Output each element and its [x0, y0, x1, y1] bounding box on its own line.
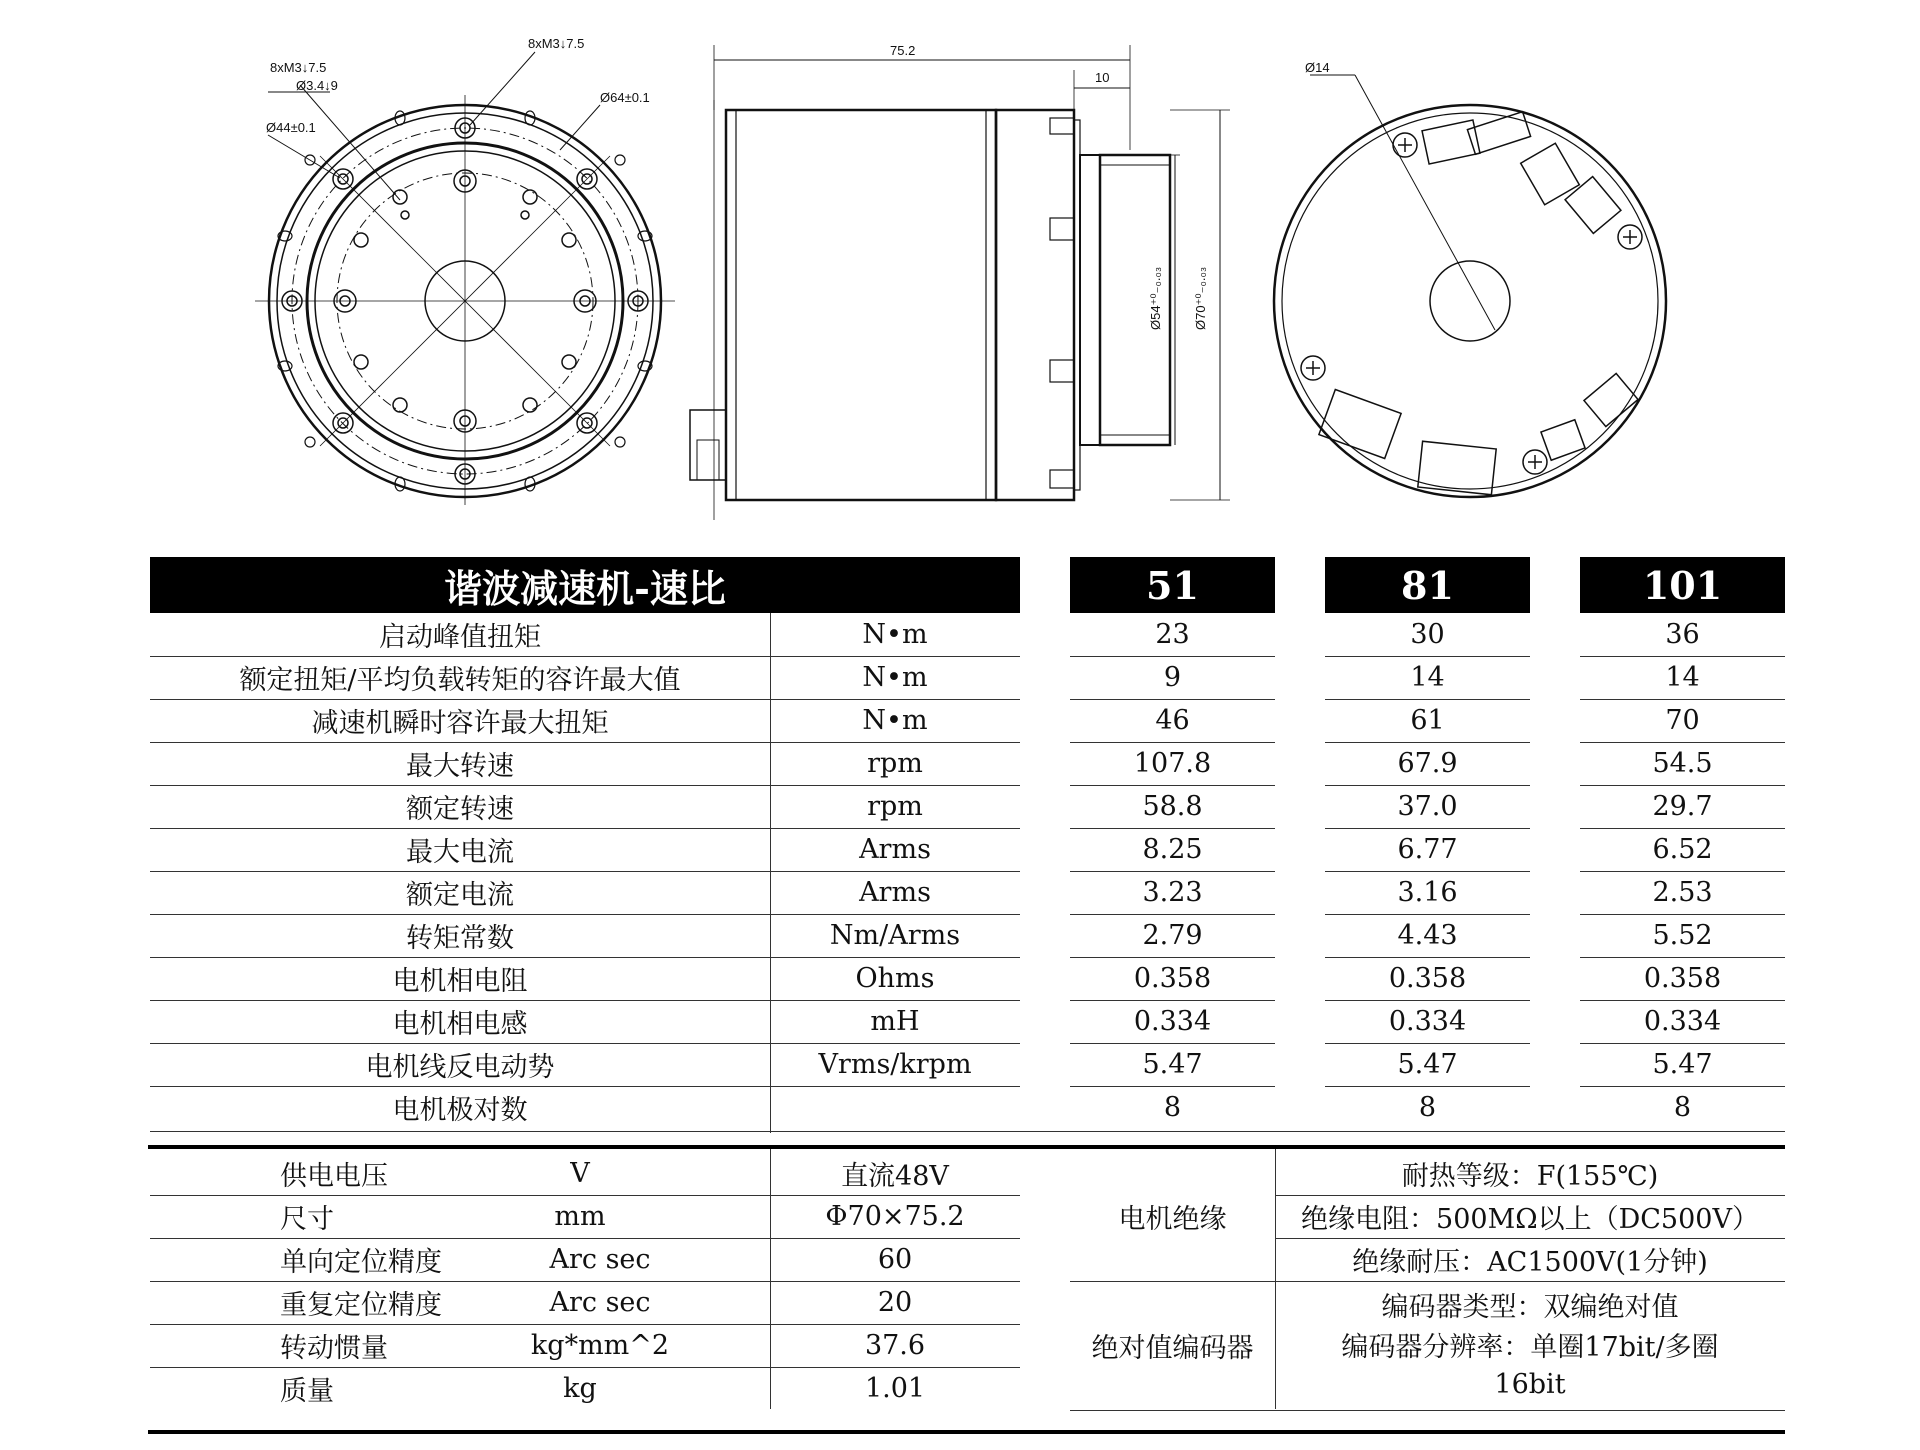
- dim-dia-70: Ø70⁺⁰₋₀.₀₃: [1193, 266, 1208, 330]
- row-name: 额定转速: [406, 794, 514, 825]
- row-value-101: 14: [1665, 662, 1700, 693]
- row-value-101: 8: [1673, 1092, 1692, 1123]
- insulation-class: 耐热等级：F(155℃): [1401, 1161, 1659, 1192]
- general-unit: V: [570, 1158, 590, 1189]
- row-name: 电机相电感: [392, 1009, 528, 1040]
- row-value-81: 3.16: [1397, 877, 1458, 908]
- insulation-voltage: 绝缘耐压：AC1500V(1分钟): [1352, 1247, 1708, 1278]
- row-value-81: 67.9: [1397, 748, 1458, 779]
- row-value-101: 0.358: [1643, 963, 1722, 994]
- row-value-81: 4.43: [1397, 920, 1458, 951]
- row-unit: rpm: [867, 748, 923, 779]
- row-name: 减速机瞬时容许最大扭矩: [311, 708, 609, 739]
- row-value-81: 61: [1410, 705, 1445, 736]
- ratio-header-51: 51: [1070, 557, 1275, 613]
- row-value-51: 58.8: [1142, 791, 1203, 822]
- row-value-101: 5.47: [1652, 1049, 1713, 1080]
- row-value-101: 5.52: [1652, 920, 1713, 951]
- row-value-101: 36: [1665, 619, 1700, 650]
- row-name: 最大电流: [406, 837, 514, 868]
- general-value: 20: [877, 1287, 913, 1318]
- row-value-51: 8: [1163, 1092, 1182, 1123]
- callout-thread-b: 8xM3↓7.5: [528, 36, 585, 51]
- row-unit: [770, 1086, 1020, 1129]
- row-unit: Vrms/krpm: [818, 1049, 972, 1080]
- callout-thread-a: 8xM3↓7.5: [270, 60, 327, 75]
- callout-bore: Ø3.4↓9: [296, 78, 338, 93]
- general-name: 单向定位精度: [280, 1247, 442, 1278]
- row-value-81: 6.77: [1397, 834, 1458, 865]
- row-value-51: 2.79: [1142, 920, 1203, 951]
- callout-dia-44: Ø44±0.1: [266, 120, 316, 135]
- row-value-51: 8.25: [1142, 834, 1203, 865]
- general-name: 转动惯量: [280, 1333, 388, 1364]
- row-name: 启动峰值扭矩: [379, 622, 541, 653]
- row-value-51: 3.23: [1142, 877, 1203, 908]
- row-name: 电机极对数: [392, 1095, 528, 1126]
- callout-shaft-dia: Ø14: [1305, 60, 1330, 75]
- row-value-101: 70: [1665, 705, 1700, 736]
- general-name: 质量: [280, 1376, 334, 1407]
- row-value-51: 46: [1155, 705, 1190, 736]
- row-name: 电机相电阻: [392, 966, 528, 997]
- row-value-101: 2.53: [1652, 877, 1713, 908]
- callout-dia-64: Ø64±0.1: [600, 90, 650, 105]
- dim-length: 75.2: [890, 43, 916, 58]
- general-unit: Arc sec: [549, 1244, 651, 1275]
- section-divider: [148, 1145, 1785, 1149]
- row-value-101: 6.52: [1652, 834, 1713, 865]
- table-title: 谐波减速机-速比: [150, 557, 1020, 613]
- row-name: 额定电流: [406, 880, 514, 911]
- general-name: 尺寸: [280, 1204, 334, 1235]
- row-name: 最大转速: [406, 751, 514, 782]
- row-value-81: 0.334: [1388, 1006, 1467, 1037]
- insulation-resistance: 绝缘电阻：500MΩ以上（DC500V）: [1301, 1204, 1759, 1235]
- general-value: 直流48V: [841, 1161, 949, 1192]
- dim-flange: 10: [1095, 70, 1110, 85]
- row-unit: Arms: [859, 834, 931, 865]
- row-unit: Nm/Arms: [829, 920, 961, 951]
- row-unit: Arms: [859, 877, 931, 908]
- general-unit: kg: [563, 1373, 597, 1404]
- row-value-81: 30: [1410, 619, 1445, 650]
- row-name: 转矩常数: [406, 923, 514, 954]
- row-name: 额定扭矩/平均负载转矩的容许最大值: [239, 665, 681, 696]
- general-unit: kg*mm^2: [530, 1330, 670, 1361]
- ratio-header-81: 81: [1325, 557, 1530, 613]
- general-value: 60: [877, 1244, 913, 1275]
- general-unit: Arc sec: [549, 1287, 651, 1318]
- row-value-51: 0.358: [1133, 963, 1212, 994]
- row-unit: Ohms: [855, 963, 935, 994]
- row-value-51: 5.47: [1142, 1049, 1203, 1080]
- row-unit: rpm: [867, 791, 923, 822]
- general-value: 37.6: [864, 1330, 926, 1361]
- row-value-51: 107.8: [1133, 748, 1212, 779]
- row-value-51: 0.334: [1133, 1006, 1212, 1037]
- row-value-101: 29.7: [1652, 791, 1713, 822]
- row-value-81: 8: [1418, 1092, 1437, 1123]
- row-unit: mH: [870, 1006, 920, 1037]
- row-unit: N•m: [862, 705, 928, 736]
- ratio-header-101: 101: [1580, 557, 1785, 613]
- bottom-border: [148, 1430, 1785, 1434]
- row-value-101: 54.5: [1652, 748, 1713, 779]
- row-value-81: 37.0: [1397, 791, 1458, 822]
- row-unit: N•m: [862, 662, 928, 693]
- row-value-101: 0.334: [1643, 1006, 1722, 1037]
- dim-dia-54: Ø54⁺⁰₋₀.₀₃: [1148, 266, 1163, 330]
- general-name: 重复定位精度: [280, 1290, 442, 1321]
- encoder-resolution: 编码器分辨率：单圈17bit/多圈: [1341, 1331, 1719, 1363]
- row-value-81: 0.358: [1388, 963, 1467, 994]
- row-unit: N•m: [862, 619, 928, 650]
- encoder-resolution-cont: 16bit: [1494, 1368, 1566, 1400]
- general-value: 1.01: [864, 1373, 926, 1404]
- general-unit: mm: [554, 1201, 606, 1232]
- general-value: Φ70×75.2: [825, 1201, 965, 1232]
- general-name: 供电电压: [280, 1161, 388, 1192]
- encoder-type: 编码器类型：双编绝对值: [1381, 1291, 1679, 1323]
- row-value-51: 9: [1163, 662, 1182, 693]
- insulation-label: 电机绝缘: [1118, 1204, 1227, 1235]
- row-value-51: 23: [1155, 619, 1190, 650]
- row-value-81: 5.47: [1397, 1049, 1458, 1080]
- encoder-label: 绝对值编码器: [1091, 1333, 1254, 1364]
- row-name: 电机线反电动势: [365, 1052, 555, 1083]
- row-value-81: 14: [1410, 662, 1445, 693]
